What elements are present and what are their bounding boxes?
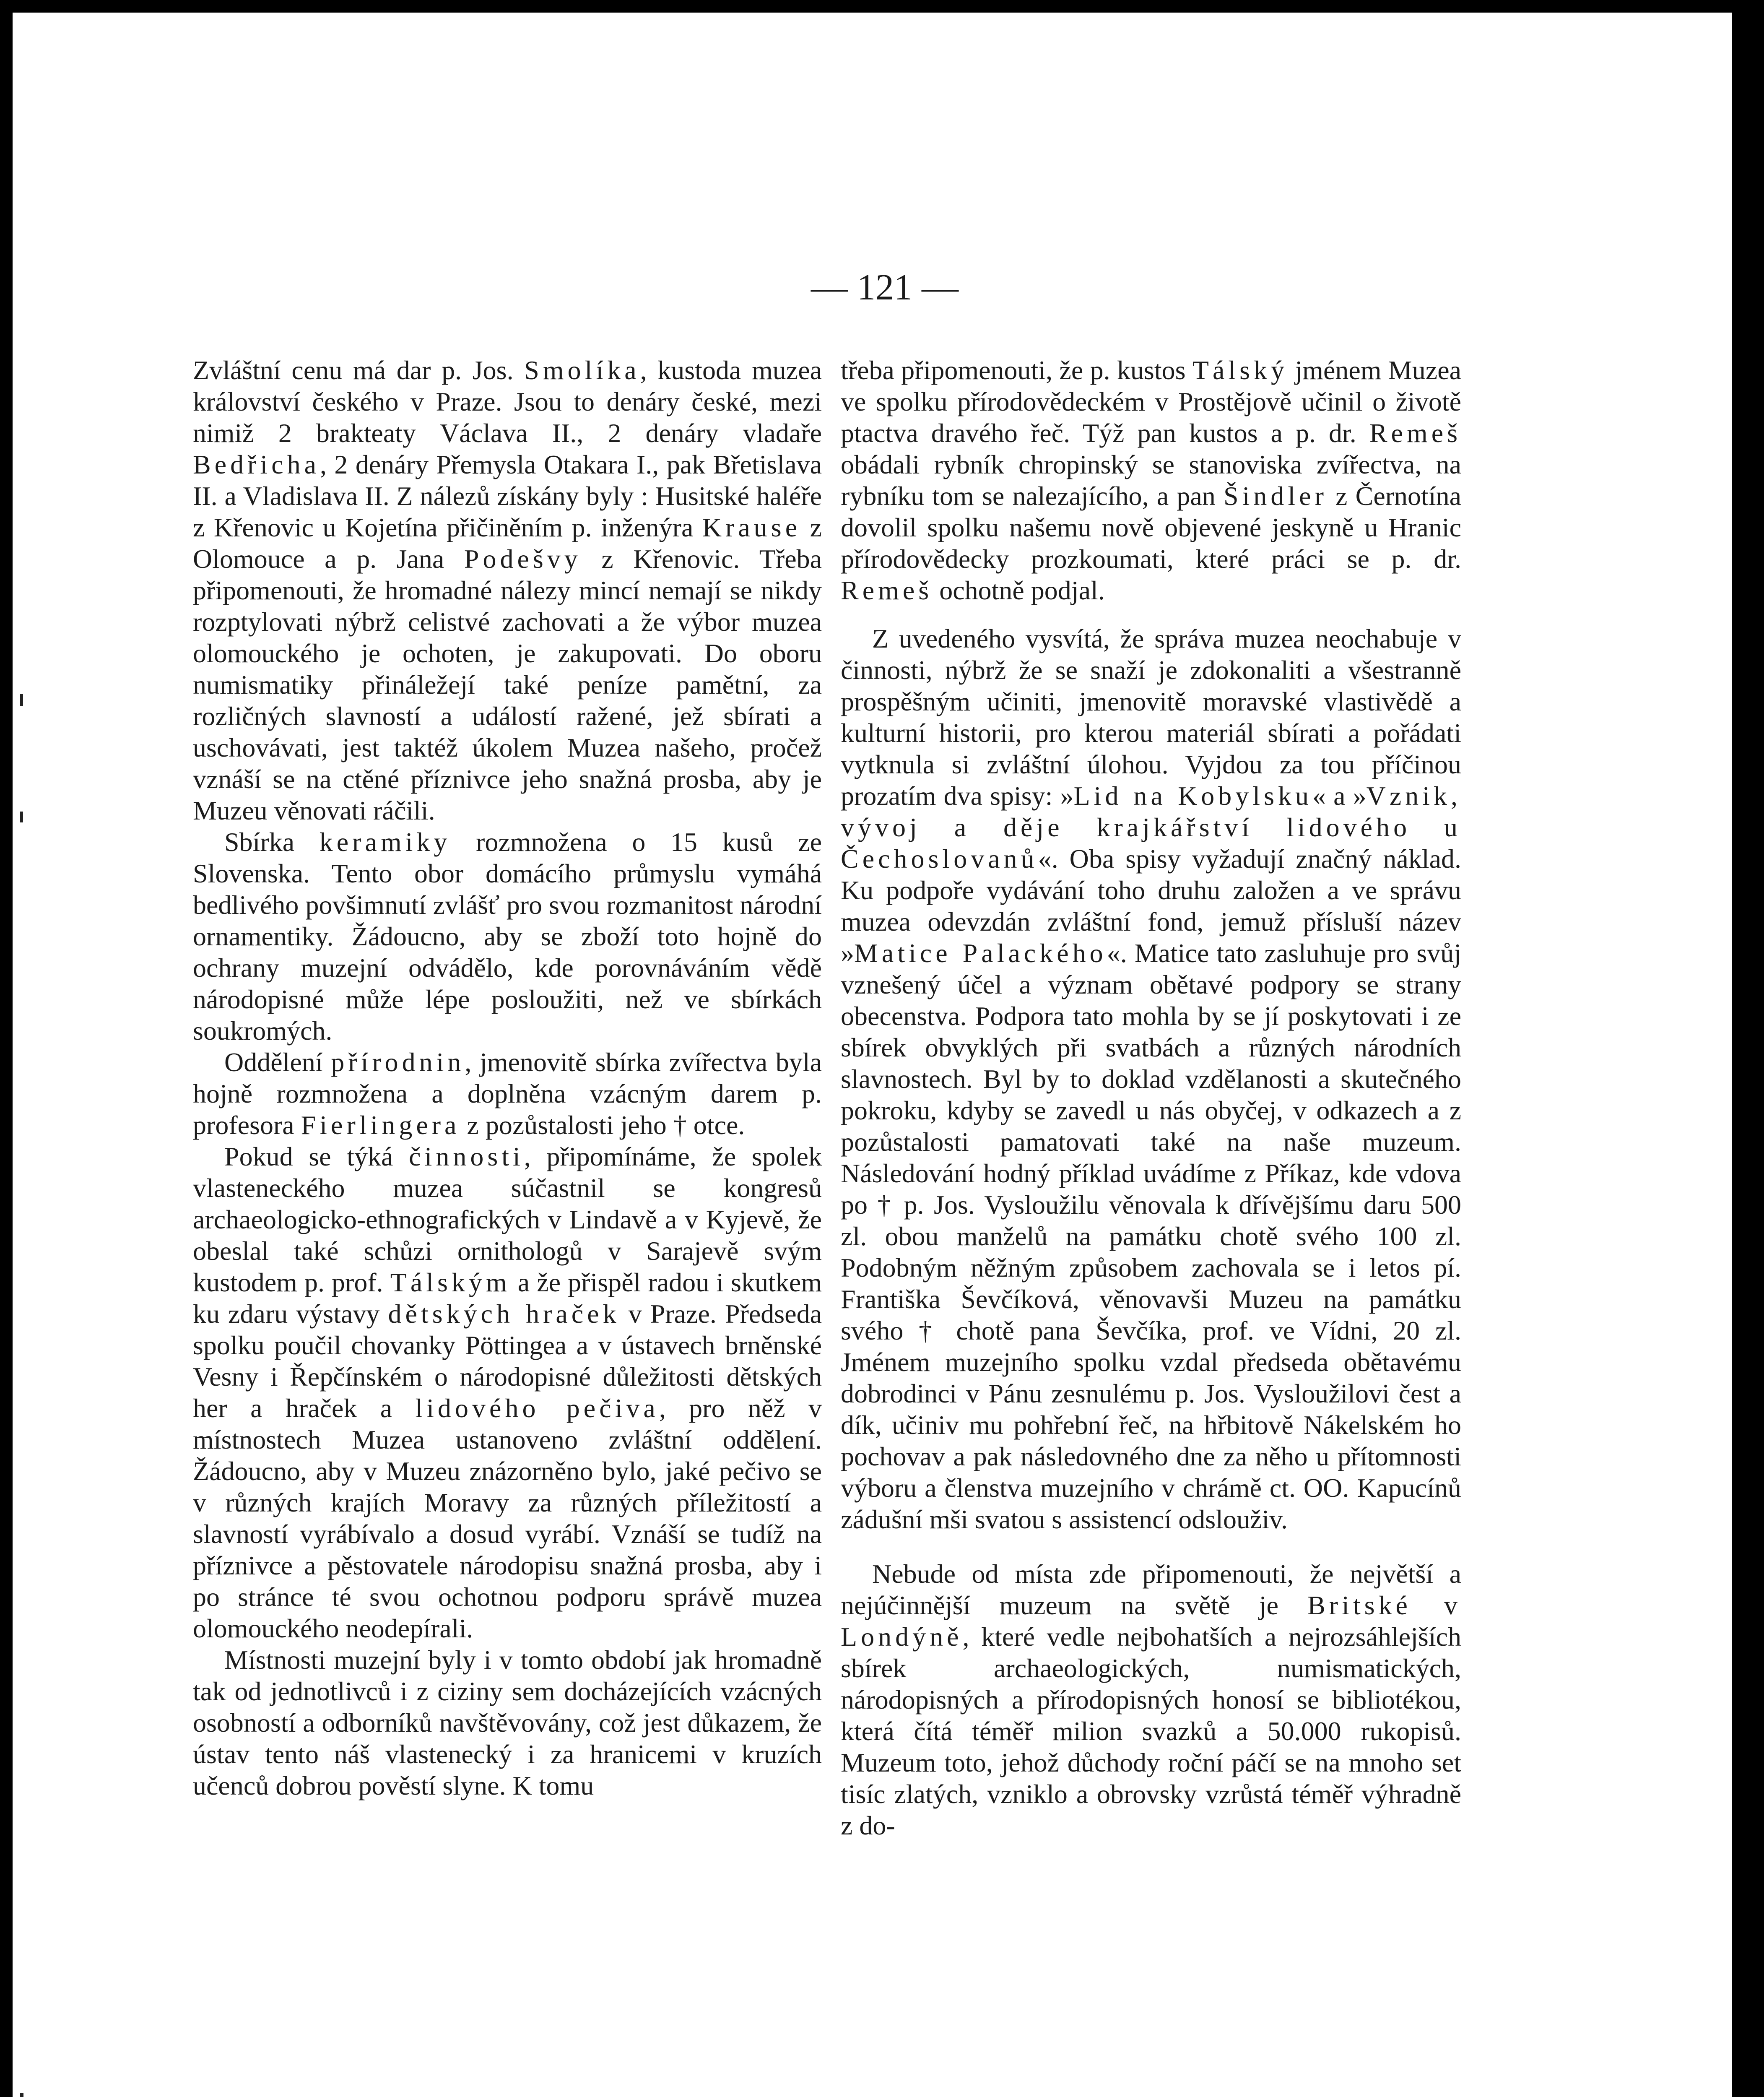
page-sheet [13, 13, 1732, 2097]
paragraph-natural-history: Oddělení přírodnin, jmenovitě sbírka zvířectva byla hojně rozmnožena a doplněna vzácným darem p. profesora Fierlingera z pozůstalosti jeho † otce. [193, 1047, 822, 1140]
paragraph-publications: Z uvedeného vysvítá, že správa muzea neochabuje v činnosti, nýbrž že se snaží je zdokonaliti a všestranně prospěšným učiniti, jmenovitě moravské vlastivědě a kulturní historii, pro kterou materiál sbírati a pořádati vytknula si zvláštní úlohou. Vyjdou za tou příčinou prozatím dva spisy: »Lid na Kobylsku« a »Vznik, vývoj a děje krajkářství lidového u Čechoslovanů«. Oba spisy vyžadují značný náklad. Ku podpoře vydávání toho druhu založen a ve správu muzea odevzdán zvláštní fond, jemuž přísluší název »Matice Palackého«. Matice tato zasluhuje pro svůj vznešený účel a význam obětavé podpory se strany obecenstva. Podpora tato mohla by se jí poskytovati i ze sbírek obvyklých při svatbách a různých národních slavnostech. Byl by to doklad vzdělanosti a skutečného pokroku, kdyby se zavedl u nás obyčej, v odkazech a z pozůstalosti pamatovati také na naše muzeum. Následování hodný příklad uvádíme z Příkaz, kde vdova po † p. Jos. Vysloužilu věnovala k dřívějšímu daru 500 zl. obou manželů na památku chotě svého 100 zl. Podobným něžným způsobem zachovala se i letos pí. Františka Ševčíková, věnovavši Muzeu na památku svého † chotě pana Ševčíka, prof. ve Vídni, 20 zl. Jménem muzejního spolku vzdal předseda obětavému dobrodinci v Pánu zesnulému p. Jos. Vysloužilovi čest a dík, učiniv mu pohřební řeč, na hřbitově Nákelském ho pochovav a pak následovného dne za něho u přítomnosti výboru a členstva muzejního v chrámě ct. OO. Kapucínů zádušní mši svatou s assistencí odslouživ. [841, 624, 1462, 1534]
margin-mark [20, 694, 23, 706]
right-column [841, 354, 1461, 1841]
margin-mark [20, 812, 23, 822]
paragraph-british-museum: Nebude od místa zde připomenouti, že největší a nejúčinnější muzeum na světě je Britské v Londýně, které vedle nejbohatších a nejrozsáhlejších sbírek archaeologických, numismatických, národopisných a přírodopisných honosí se bibliotékou, která čítá téměř milion svazků a 50.000 rukopisů. Muzeum toto, jehož důchody roční páčí se na mnoho set tisíc zlatých, vzniklo a obrovsky vzrůstá téměř výhradně z do- [841, 1559, 1462, 1840]
paragraph-continued-research: třeba připomenouti, že p. kustos Tálský jménem Muzea ve spolku přírodovědeckém v Prostějově učinil o životě ptactva dravého řeč. Týž pan kustos a p. dr. Remeš obádali rybník chropinský se stanoviska zvířectva, na rybníku tom se nalezajícího, a pan Šindler z Černotína dovolil spolku našemu nově objevené jeskyně u Hranic přírodovědecky prozkoumati, které práci se p. dr. Remeš ochotně podjal. [841, 355, 1462, 605]
page-number: — 121 — [811, 267, 959, 308]
paragraph-activities: Pokud se týká činnosti, připomínáme, že spolek vlasteneckého muzea súčastnil se kongresů archaeologicko-ethnografických v Lindavě a v Kyjevě, že obeslal také schůzi ornithologů v Sarajevě svým kustodem p. prof. Tálským a že přispěl radou i skutkem ku zdaru výstavy dětských hraček v Praze. Předseda spolku poučil chovanky Pöttingea a v ústavech brněnské Vesny i Řepčínském o národopisné důležitosti dětských her a hraček a lidového pečiva, pro něž v místnostech Muzea ustanoveno zvláštní oddělení. Žádoucno, aby v Muzeu znázorněno bylo, jaké pečivo se v různých krajích Moravy za různých příležitostí a slavností vyrábívalo a dosud vyrábí. Vznáší se tudíž na příznivce a pěstovatele národopisu snažná prosba, aby i po stránce té svou ochotnou podporu správě muzea olomouckého neodepírali. [193, 1142, 822, 1643]
left-column [193, 354, 822, 1801]
margin-mark [20, 2093, 23, 2097]
paragraph-rare-coins: Zvláštní cenu má dar p. Jos. Smolíka, kustoda muzea království českého v Praze. Jsou to denáry české, mezi nimiž 2 brakteaty Václava II., 2 denáry vladaře Bedřicha, 2 denáry Přemysla Otakara I., pak Břetislava II. a Vladislava II. Z nálezů získány byly : Husitské haléře z Křenovic u Kojetína přičiněním p. inženýra Krause z Olomouce a p. Jana Podešvy z Křenovic. Třeba připomenouti, že hromadné nálezy mincí nemají se nikdy rozptylovati nýbrž celistvé zachovati a že výbor muzea olomouckého je ochoten, je zakupovati. Do oboru numismatiky přináležejí také peníze pamětní, za rozličných slavností a událostí ražené, jež sbírati a uschovávati, jest taktéž úkolem Muzea našeho, pročež vznáší se na ctěné příznivce jeho snažná prosba, aby je Muzeu věnovati ráčili. [193, 355, 822, 825]
paragraph-ceramics: Sbírka keramiky rozmnožena o 15 kusů ze Slovenska. Tento obor domácího průmyslu vymáhá bedlivého povšimnutí zvlášť pro svou rozmanitost národní ornamentiky. Žádoucno, aby se zboží toto hojně do ochrany muzejní odvádělo, kde porovnáváním vědě národopisné může lépe posloužiti, než ve sbírkách soukromých. [193, 827, 822, 1046]
paragraph-visitors: Místnosti muzejní byly i v tomto období jak hromadně tak od jednotlivců i z ciziny sem docházejících vzácných osobností a odborníků navštěvovány, což jest důkazem, že ústav tento náš vlastenecký i za hranicemi v kruzích učenců dobrou pověstí slyne. K tomu [193, 1645, 822, 1800]
